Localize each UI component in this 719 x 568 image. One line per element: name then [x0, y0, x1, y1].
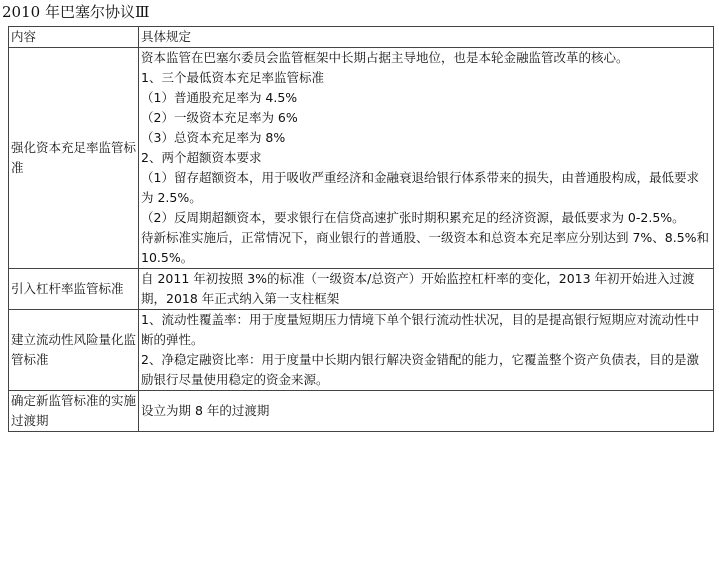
row-label-capital: 强化资本充足率监管标准: [9, 48, 139, 269]
header-content: 内容: [9, 27, 139, 48]
row-label-liquidity: 建立流动性风险量化监管标准: [9, 310, 139, 391]
row-detail-liquidity: [139, 310, 714, 391]
detail-line: 2、两个超额资本要求: [141, 150, 262, 165]
table-row-leverage: [9, 269, 714, 310]
detail-line: 自 2011 年初按照 3%的标准（一级资本/总资产）开始监控杠杆率的变化，2013 年初开始进入过渡期，2018 年正式纳入第一支柱框架: [141, 271, 695, 306]
row-detail-capital: [139, 48, 714, 269]
row-label-transition: 确定新监管标准的实施过渡期: [9, 391, 139, 432]
detail-line: （2）反周期超额资本，要求银行在信贷高速扩张时期积累充足的经济资源，最低要求为 0-2.5%。: [141, 210, 685, 225]
row-detail-transition: [139, 391, 714, 432]
detail-line: （1）普通股充足率为 4.5%: [141, 90, 298, 105]
row-label-leverage: 引入杠杆率监管标准: [9, 269, 139, 310]
detail-line: （3）总资本充足率为 8%: [141, 130, 286, 145]
table-row-capital: [9, 48, 714, 269]
detail-line: （1）留存超额资本，用于吸收严重经济和金融衰退给银行体系带来的损失，由普通股构成，最低要求为 2.5%。: [141, 170, 699, 205]
table-row-transition: [9, 391, 714, 432]
row-detail-leverage: [139, 269, 714, 310]
document-title: 2010 年巴塞尔协议Ⅲ: [2, 3, 150, 21]
detail-line: 资本监管在巴塞尔委员会监管框架中长期占据主导地位，也是本轮金融监管改革的核心。: [141, 50, 629, 65]
table-row-liquidity: [9, 310, 714, 391]
detail-line: 待新标准实施后，正常情况下，商业银行的普通股、一级资本和总资本充足率应分别达到 7%、8.5%和 10.5%。: [141, 230, 710, 265]
header-provisions: 具体规定: [139, 27, 714, 48]
detail-line: 设立为期 8 年的过渡期: [141, 403, 270, 418]
regulation-table: [8, 26, 714, 432]
table-header-row: [9, 27, 714, 48]
detail-line: （2）一级资本充足率为 6%: [141, 110, 298, 125]
detail-line: 1、三个最低资本充足率监管标准: [141, 70, 324, 85]
detail-line: 2、净稳定融资比率：用于度量中长期内银行解决资金错配的能力，它覆盖整个资产负债表，目的是激励银行尽量使用稳定的资金来源。: [141, 352, 699, 387]
detail-line: 1、流动性覆盖率：用于度量短期压力情境下单个银行流动性状况，目的是提高银行短期应对流动性中断的弹性。: [141, 312, 699, 347]
